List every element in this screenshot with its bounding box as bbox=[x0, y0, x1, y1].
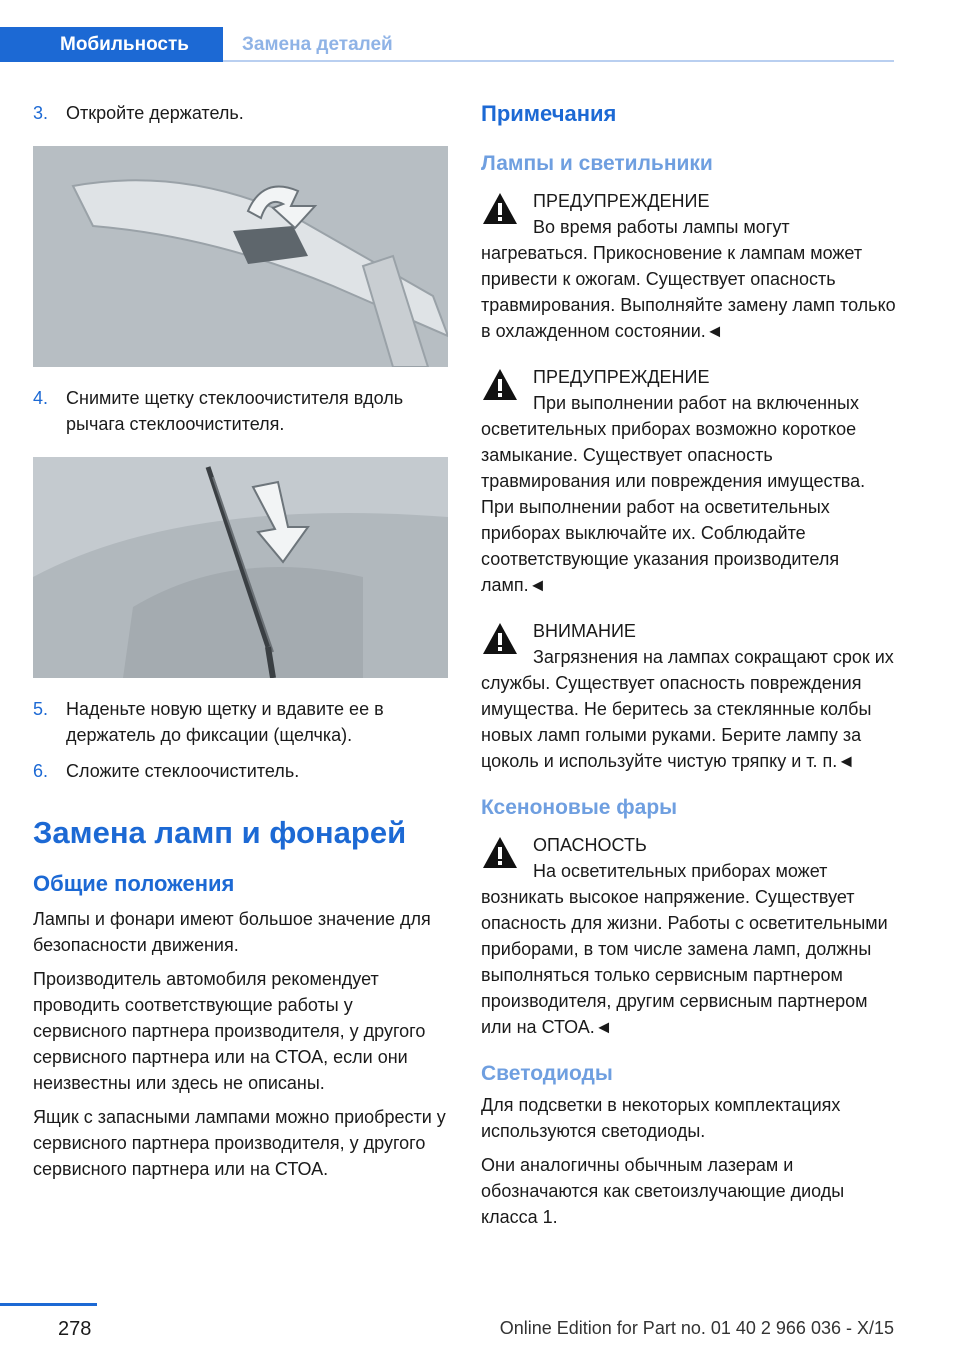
left-column bbox=[33, 100, 448, 1190]
warning-title: ПРЕДУПРЕЖДЕНИЕ bbox=[533, 367, 710, 387]
step-number: 6. bbox=[33, 761, 49, 781]
danger-title: ОПАСНОСТЬ bbox=[533, 835, 647, 855]
wiper-removal-image bbox=[33, 457, 448, 678]
wiper-holder-image bbox=[33, 146, 448, 367]
notes-heading: Примечания bbox=[481, 101, 617, 126]
footer-accent-line bbox=[0, 1303, 97, 1306]
warning-block bbox=[481, 188, 896, 344]
step-text: Сложите стеклоочиститель. bbox=[66, 761, 300, 781]
warning-text: При выполнении работ на включенных осветительных приборах возможно короткое замыкание. Существует опасность травмирования или повреждения имущества. При выполнении работ на осветительных приборах выключайте их. Соблюдайте соответствующие указания производителя ламп.◄ bbox=[481, 393, 866, 595]
warning-text: Во время работы лампы могут нагреваться. Прикосновение к лампам может привести к ожогам. Существует опасность травмирования. Выполняйте замену ламп только в охлажденном состоянии.◄ bbox=[481, 217, 896, 341]
paragraph: Производитель автомобиля рекомендует проводить соответствующие работы у сервисного партнера производителя, у другого сервисного партнера или на СТОА, если они неизвестны или здесь не описаны. bbox=[33, 969, 426, 1093]
step-text: Откройте держатель. bbox=[66, 103, 244, 123]
caution-block bbox=[481, 618, 896, 774]
step-3 bbox=[33, 100, 448, 126]
section-heading: Замена ламп и фонарей bbox=[33, 815, 407, 850]
caution-text: Загрязнения на лампах сокращают срок их службы. Существует опасность повреждения имущества. Не беритесь за стеклянные колбы новых ламп голыми руками. Берите лампу за цоколь и используйте чистую тряпку и т. п.◄ bbox=[481, 647, 894, 771]
step-number: 5. bbox=[33, 699, 49, 719]
xenon-subheading: Ксеноновые фары bbox=[481, 796, 678, 819]
paragraph: Для подсветки в некоторых комплектациях используются светодиоды. bbox=[481, 1095, 841, 1141]
page-header bbox=[0, 27, 894, 62]
step-5 bbox=[33, 696, 448, 748]
step-4 bbox=[33, 385, 448, 437]
paragraph: Лампы и фонари имеют большое значение для безопасности движения. bbox=[33, 909, 431, 955]
step-6 bbox=[33, 758, 448, 784]
paragraph: Ящик с запасными лампами можно приобрести у сервисного партнера производителя, у другого сервисного партнера или на СТОА. bbox=[33, 1107, 446, 1179]
warning-block bbox=[481, 364, 896, 598]
lamps-subheading: Лампы и светильники bbox=[481, 152, 713, 175]
warning-triangle-icon bbox=[481, 834, 519, 872]
wiper-holder-illustration bbox=[33, 146, 448, 367]
subsection-heading: Общие положения bbox=[33, 871, 235, 896]
led-subheading: Светодиоды bbox=[481, 1062, 613, 1085]
step-number: 3. bbox=[33, 103, 49, 123]
warning-triangle-icon bbox=[481, 366, 519, 404]
tab-parts-replacement-label: Замена деталей bbox=[242, 33, 393, 55]
paragraph: Они аналогичны обычным лазерам и обозначаются как светоизлучающие диоды класса 1. bbox=[481, 1155, 845, 1227]
caution-title: ВНИМАНИЕ bbox=[533, 621, 636, 641]
right-column bbox=[481, 100, 896, 1238]
warning-triangle-icon bbox=[481, 190, 519, 228]
wiper-removal-illustration bbox=[33, 457, 448, 678]
danger-block bbox=[481, 832, 896, 1040]
danger-text: На осветительных приборах может возникать высокое напряжение. Существует опасность для жизни. Работы с осветительными приборами, в том числе замена ламп, должны выполняться только сервисным партнером производителя, другим сервисным партнером или на СТОА.◄ bbox=[481, 861, 888, 1037]
page-number: 278 bbox=[58, 1318, 92, 1340]
warning-title: ПРЕДУПРЕЖДЕНИЕ bbox=[533, 191, 710, 211]
warning-triangle-icon bbox=[481, 620, 519, 658]
header-divider bbox=[223, 60, 894, 62]
edition-info: Online Edition for Part no. 01 40 2 966 036 - X/15 bbox=[499, 1318, 894, 1338]
step-text: Снимите щетку стеклоочистителя вдоль рычага стеклоочистителя. bbox=[66, 388, 404, 434]
tab-mobility[interactable] bbox=[0, 27, 223, 62]
tab-mobility-label: Мобильность bbox=[60, 33, 189, 55]
tab-parts-replacement[interactable] bbox=[242, 27, 393, 62]
step-number: 4. bbox=[33, 388, 49, 408]
step-text: Наденьте новую щетку и вдавите ее в держатель до фиксации (щелчка). bbox=[66, 699, 384, 745]
